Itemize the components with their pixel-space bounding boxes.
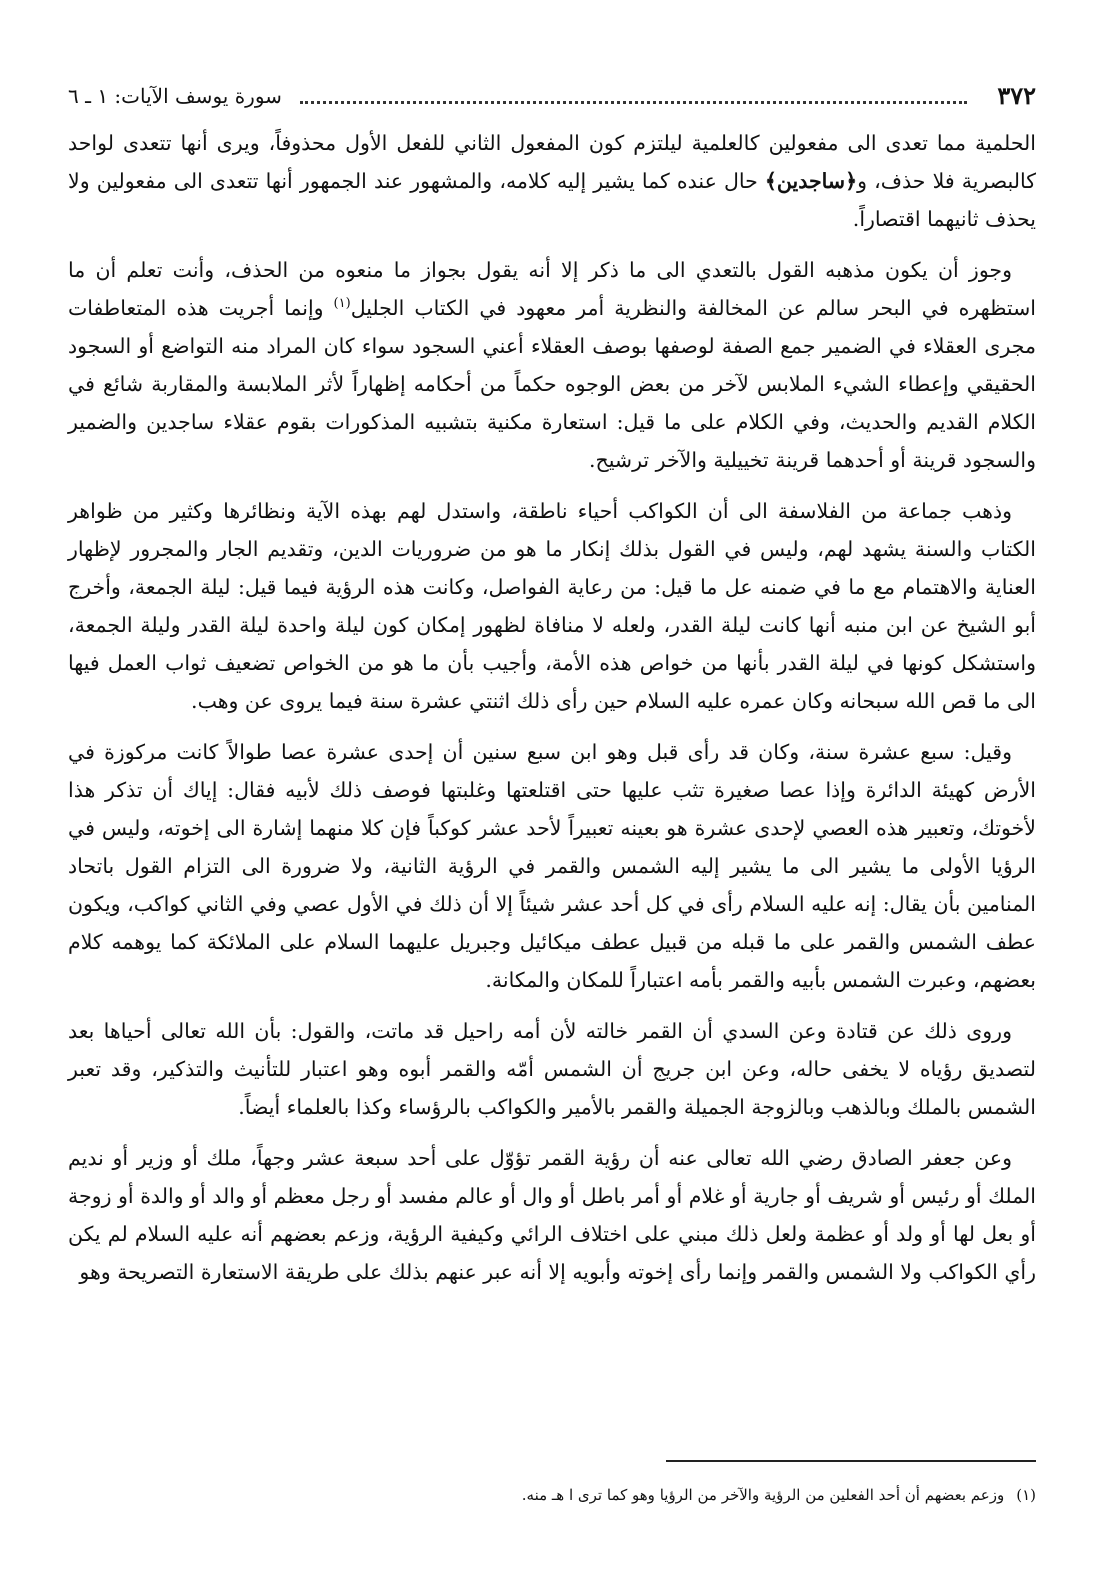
footnote-reference: (١)	[333, 296, 351, 312]
footnote-number: (١)	[1016, 1486, 1036, 1504]
paragraph: وقيل: سبع عشرة سنة، وكان قد رأى قبل وهو ابن سبع سنين أن إحدى عشرة عصا طوالاً كانت مركوزة في الأرض كهيئة الدائرة وإذا عصا صغيرة تثب عليها حتى اقتلعتها وغلبتها فوصف ذلك لأبيه فقال: إياك أن تذكر هذا لأخوتك، وتعبير هذه العصي لإحدى عشرة هو بعينه تعبيراً لأحد عشر كوكباً فإن كلا منهما إشارة الى إخوته، وليس في الرؤيا الأولى ما يشير الى ما يشير إليه الشمس والقمر في الرؤية الثانية، ولا ضرورة الى التزام القول باتحاد المنامين بأن يقال: إنه عليه السلام رأى في كل أحد عشر شيئاً إلا أن ذلك في الأول عصي وفي الثاني كواكب، ويكون عطف الشمس والقمر على ما قبله من قبيل عطف ميكائيل وجبريل عليهما السلام على الملائكة كما يوهمه كلام بعضهم، وعبرت الشمس بأبيه والقمر بأمه اعتباراً للمكان والمكانة.	[68, 740, 1036, 992]
paragraph	[68, 124, 1036, 238]
quran-quote: ﴿ساجدين﴾	[764, 169, 858, 193]
paragraph-text: حال عنده كما يشير إليه كلامه، والمشهور عند الجمهور أنها تتعدى الى مفعولين ولا يحذف ثانيهما اقتصاراً.	[68, 169, 1036, 231]
footnote-text: وزعم بعضهم أن أحد الفعلين من الرؤية والآخر من الرؤيا وهو كما ترى ا هـ منه.	[521, 1486, 1005, 1504]
footnote-divider	[666, 1460, 1036, 1462]
paragraph: وعن جعفر الصادق رضي الله تعالى عنه أن رؤية القمر تؤوّل على أحد سبعة عشر وجهاً، ملك أو وزير أو نديم الملك أو رئيس أو شريف أو جارية أو غلام أو أمر باطل أو وال أو عالم مفسد أو رجل معظم أو والد أو والدة أو زوجة أو بعل لها أو ولد أو عظمة ولعل ذلك مبني على اختلاف الرائي وكيفية الرؤية، وزعم بعضهم أنه عليه السلام لم يكن رأي الكواكب ولا الشمس والقمر وإنما رأى إخوته وأبويه إلا أنه عبر عنهم بذلك على طريقة الاستعارة التصريحة وهو	[68, 1146, 1036, 1284]
header-dotted-leader	[300, 89, 967, 104]
running-title: سورة يوسف الآيات: ١ ـ ٦	[68, 84, 282, 108]
paragraph: وذهب جماعة من الفلاسفة الى أن الكواكب أحياء ناطقة، واستدل لهم بهذه الآية ونظائرها وكثير من ظواهر الكتاب والسنة يشهد لهم، وليس في القول بذلك إنكار ما هو من ضروريات الدين، وتقديم الجار والمجرور لإظهار العناية والاهتمام مع ما في ضمنه عل ما قيل: من رعاية الفواصل، وكانت هذه الرؤية فيما قيل: ليلة الجمعة، وأخرج أبو الشيخ عن ابن منبه أنها كانت ليلة القدر، ولعله لا منافاة لظهور إمكان كون ليلة واحدة ليلة القدر وليلة الجمعة، واستشكل كونها في ليلة القدر بأنها من خواص هذه الأمة، وأجيب بأن ما هو من الخواص تضعيف ثواب العمل فيها الى ما قص الله سبحانه وكان عمره عليه السلام حين رأى ذلك اثنتي عشرة سنة فيما يروى عن وهب.	[68, 499, 1036, 713]
paragraph-text: وجوز أن يكون مذهبه القول بالتعدي الى ما ذكر إلا أنه يقول بجواز ما منعوه من الحذف، وأنت تعلم أن ما استظهره في البحر سالم عن المخالفة والنظرية أمر معهود في الكتاب الجليل	[68, 258, 1036, 320]
paragraph: وروى ذلك عن قتادة وعن السدي أن القمر خالته لأن أمه راحيل قد ماتت، والقول: بأن الله تعالى أحياها بعد لتصديق رؤياه لا يخفى حاله، وعن ابن جريج أن الشمس أمّه والقمر أبوه وهو اعتبار للتأنيث والتذكير، وقد تعبر الشمس بالملك وبالذهب وبالزوجة الجميلة والقمر بالأمير والكواكب بالرؤساء وكذا بالعلماء أيضاً.	[68, 1019, 1036, 1119]
book-page	[68, 78, 1036, 1538]
footnote	[68, 1484, 1036, 1506]
page-header	[68, 78, 1036, 114]
body-text	[68, 124, 1036, 1291]
paragraph	[68, 251, 1036, 479]
paragraph-text: وإنما أجريت هذه المتعاطفات مجرى العقلاء في الضمير جمع الصفة لوصفها بوصف العقلاء أعني السجود سواء كان المراد منه التواضع أو السجود الحقيقي وإعطاء الشيء الملابس لآخر من بعض الوجوه حكماً من أحكامه إظهاراً لأثر الملابسة والمقاربة شائع في الكلام القديم والحديث، وفي الكلام على ما قيل: استعارة مكنية بتشبيه المذكورات بقوم عقلاء ساجدين والضمير والسجود قرينة أو أحدهما قرينة تخييلية والآخر ترشيح.	[68, 296, 1036, 472]
page-number: ٣٧٢	[997, 81, 1036, 110]
paragraph-text: الحلمية مما تعدى الى مفعولين كالعلمية ليلتزم كون المفعول الثاني للفعل الأول محذوفاً، ويرى أنها تتعدى لواحد كالبصرية فلا حذف، و	[68, 131, 1036, 193]
